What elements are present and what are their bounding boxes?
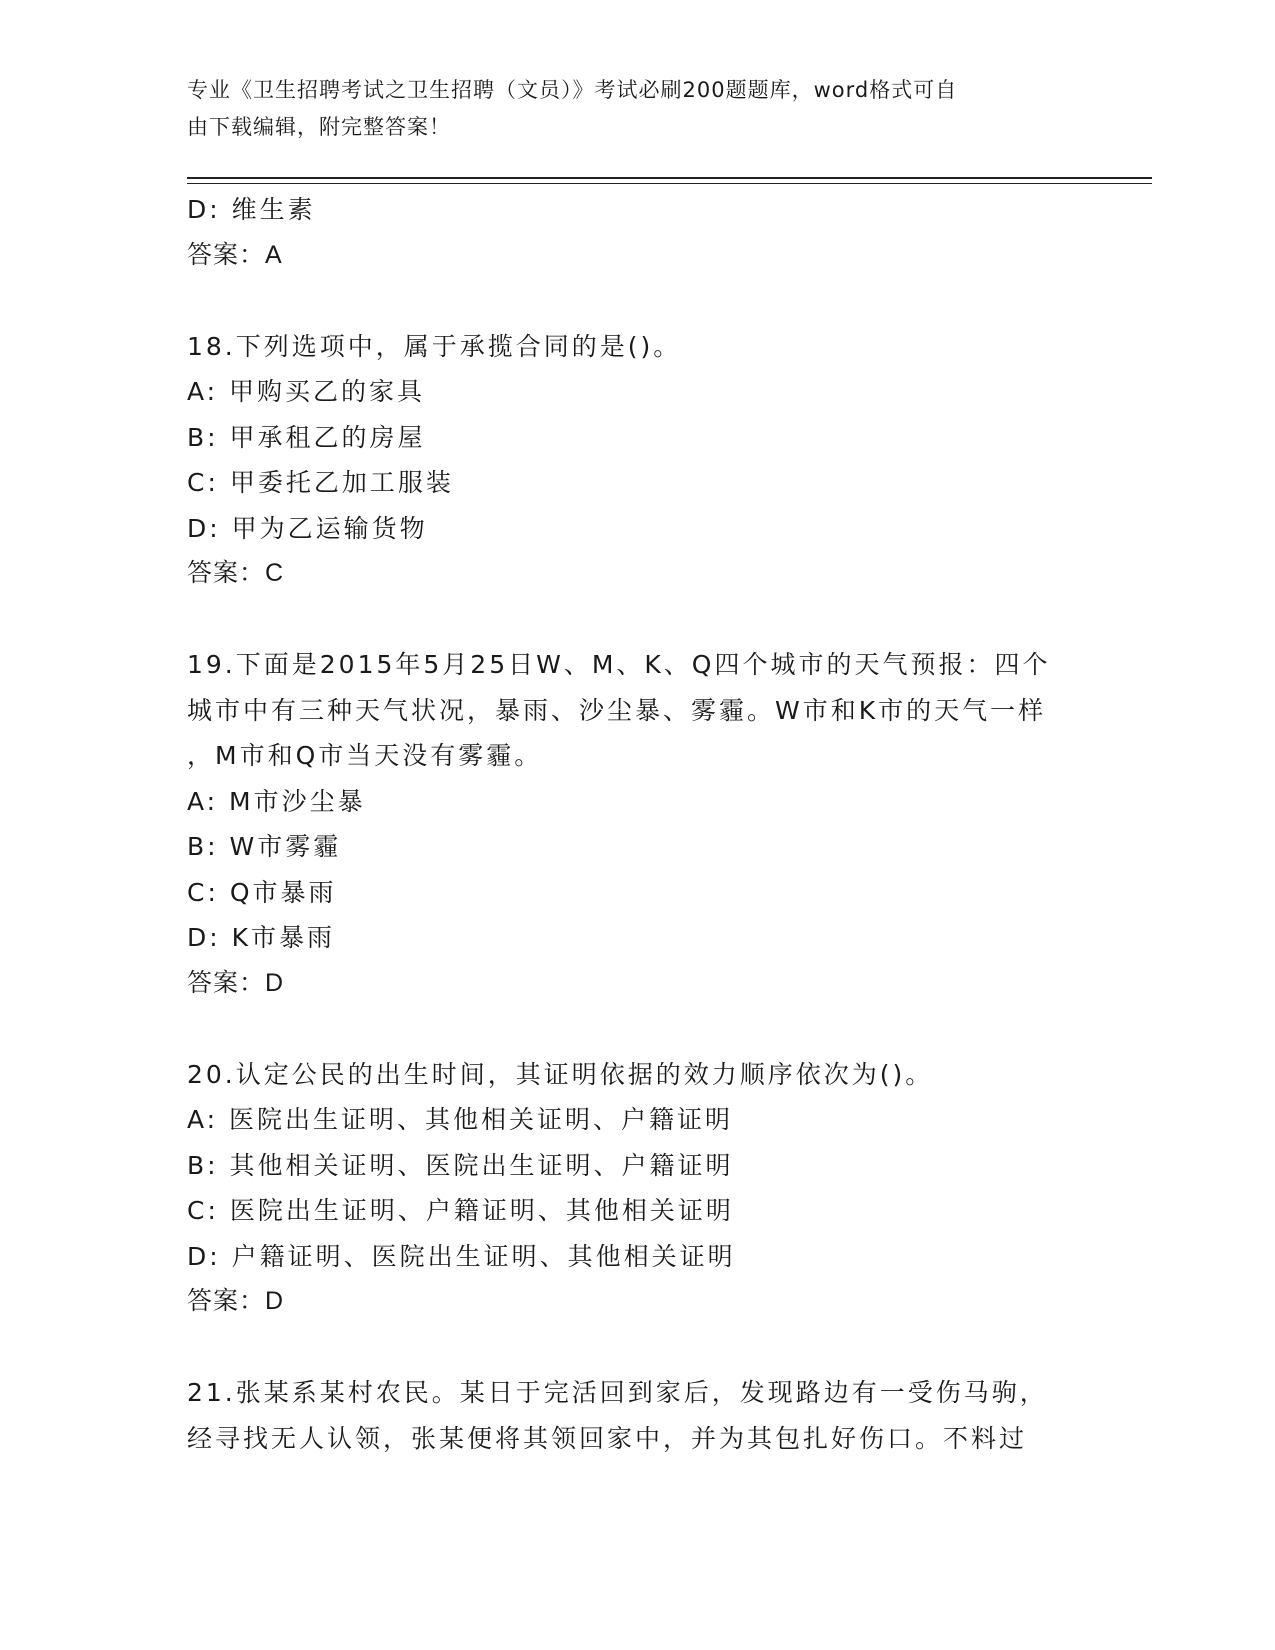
option-c: C: Q市暴雨 <box>187 877 337 907</box>
question-18 <box>187 324 1087 597</box>
answer-line: 答案：C <box>187 559 285 587</box>
option-a: A: 医院出生证明、其他相关证明、户籍证明 <box>187 1105 734 1134</box>
option-b: B: 其他相关证明、医院出生证明、户籍证明 <box>187 1150 734 1180</box>
question-text: 21.张某系某村农民。某日于完活回到家后，发现路边有一受伤马驹， <box>187 1378 1048 1407</box>
option-c: C: 甲委托乙加工服装 <box>187 468 454 497</box>
option-c: C: 医院出生证明、户籍证明、其他相关证明 <box>187 1196 734 1225</box>
header-line-2: 由下载编辑，附完整答案！ <box>187 115 451 139</box>
spacer <box>187 597 1087 643</box>
option-b: B: 甲承租乙的房屋 <box>187 422 426 452</box>
header-rule-thick <box>187 177 1152 179</box>
question-19 <box>187 642 1087 1006</box>
question-content <box>187 187 1087 1461</box>
option-d: D: 维生素 <box>187 195 316 224</box>
option-a: A: M市沙尘暴 <box>187 786 366 816</box>
option-a: A: 甲购买乙的家具 <box>187 377 426 406</box>
question-text: 城市中有三种天气状况，暴雨、沙尘暴、雾霾。W市和K市的天气一样 <box>187 695 1047 725</box>
header-rule-thin <box>187 183 1152 184</box>
question-text: 18.下列选项中，属于承揽合同的是()。 <box>187 331 682 361</box>
document-header <box>187 72 1067 146</box>
option-b: B: W市雾霾 <box>187 832 342 861</box>
answer-line: 答案：D <box>187 968 285 997</box>
spacer <box>187 1325 1087 1371</box>
question-20 <box>187 1052 1087 1325</box>
question-text: 20.认定公民的出生时间，其证明依据的效力顺序依次为()。 <box>187 1059 934 1089</box>
option-d: D: K市暴雨 <box>187 923 336 952</box>
question-21 <box>187 1370 1087 1461</box>
option-d: D: 甲为乙运输货物 <box>187 513 428 543</box>
question-text: 19.下面是2015年5月25日W、M、K、Q四个城市的天气预报：四个 <box>187 650 1051 679</box>
answer-line: 答案：A <box>187 240 283 269</box>
spacer <box>187 1006 1087 1052</box>
spacer <box>187 278 1087 324</box>
question-text: ，M市和Q市当天没有雾霾。 <box>187 741 543 770</box>
question-text: 经寻找无人认领，张某便将其领回家中，并为其包扎好伤口。不料过 <box>187 1423 1028 1453</box>
header-line-1: 专业《卫生招聘考试之卫生招聘（文员）》考试必刷200题题库，word格式可自 <box>187 78 958 102</box>
option-d: D: 户籍证明、医院出生证明、其他相关证明 <box>187 1241 736 1271</box>
answer-line: 答案：D <box>187 1287 285 1315</box>
